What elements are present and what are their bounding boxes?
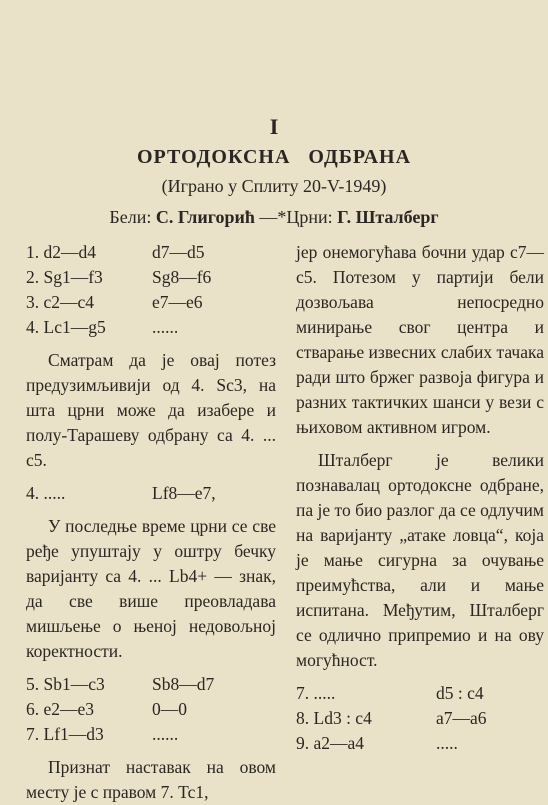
black-move: d7—d5: [152, 242, 205, 262]
black-move: Lf8—e7,: [152, 483, 216, 503]
move-row: [26, 315, 276, 340]
left-column: [26, 240, 276, 805]
black-move: ......: [152, 724, 179, 744]
moves-block-2: [26, 481, 276, 506]
players-line: [0, 207, 548, 228]
white-move: 2. Sg1—f3: [26, 267, 103, 287]
white-move: 1. d2—d4: [26, 242, 96, 262]
white-move: 5. Sb1—c3: [26, 674, 105, 694]
move-row: [26, 697, 276, 722]
commentary-paragraph: Сматрам да је овај потез предузимљивији од 4. Sc3, на шта црни може да изабере и полу-Тарашеву одбрану са 4. ... c5.: [26, 350, 276, 470]
white-move: 3. c2—c4: [26, 292, 95, 312]
black-move: Sg8—f6: [152, 267, 212, 287]
commentary-paragraph: Признат наставак на овом месту је с правом 7. Tc1,: [26, 757, 276, 802]
moves-block-1: [26, 240, 276, 340]
game-subtitle: (Играно у Сплиту 20-V-1949): [161, 176, 387, 196]
black-label: Црни:: [286, 207, 333, 227]
right-column: [296, 240, 544, 756]
white-move: 4. Lc1—g5: [26, 317, 106, 337]
white-move: 7. .....: [296, 683, 336, 703]
black-player: Г. Шталберг: [337, 207, 439, 227]
move-row: [296, 681, 544, 706]
move-row: [296, 731, 544, 756]
move-row: [26, 722, 276, 747]
white-move: 4. .....: [26, 483, 66, 503]
white-move: 8. Ld3 : c4: [296, 708, 372, 728]
black-move: ......: [152, 317, 179, 337]
black-move: .....: [436, 733, 458, 753]
black-move: e7—e6: [152, 292, 203, 312]
white-player: С. Глигорић: [155, 207, 255, 227]
move-row: [26, 265, 276, 290]
white-move: 9. a2—a4: [296, 733, 365, 753]
commentary-paragraph: У последње време црни се све ређе упуштају у оштру бечку варијанту са 4. ... Lb4+ — знак, да све више преовладава мишљење о њеној недовољној коректности.: [26, 516, 276, 661]
chapter-number: I: [269, 114, 279, 139]
black-move: Sb8—d7: [152, 674, 215, 694]
players-separator: —*: [254, 207, 287, 227]
move-row: [26, 481, 276, 506]
black-move: 0—0: [152, 699, 187, 719]
moves-block-3: [26, 672, 276, 747]
black-move: d5 : c4: [436, 683, 484, 703]
black-move: a7—a6: [436, 708, 487, 728]
move-row: [26, 240, 276, 265]
white-move: 6. e2—e3: [26, 699, 95, 719]
page-title: ОРТОДОКСНА ОДБРАНА: [136, 146, 412, 168]
move-row: [26, 290, 276, 315]
commentary-paragraph: Шталберг је велики познавалац ортодоксне одбране, па је то био разлог да се одлучим на варијанту „атаке ловца“, која је мање сигурна за очување преимућства, али и мање испитана. Међутим, Шталберг се одлично припремио и на ову могућност.: [296, 450, 544, 670]
moves-block-4: [296, 681, 544, 756]
white-move: 7. Lf1—d3: [26, 724, 104, 744]
commentary-paragraph: јер онемогућава бочни удар c7—c5. Потезом у партији бели дозвољава непосредно минирање свог центра и стварање извесних слабих тачака ради што бржег развоја фигура и разних тактичких шанси у вези с њиховом активном игром.: [296, 242, 544, 437]
move-row: [296, 706, 544, 731]
move-row: [26, 672, 276, 697]
white-label: Бели:: [109, 207, 152, 227]
